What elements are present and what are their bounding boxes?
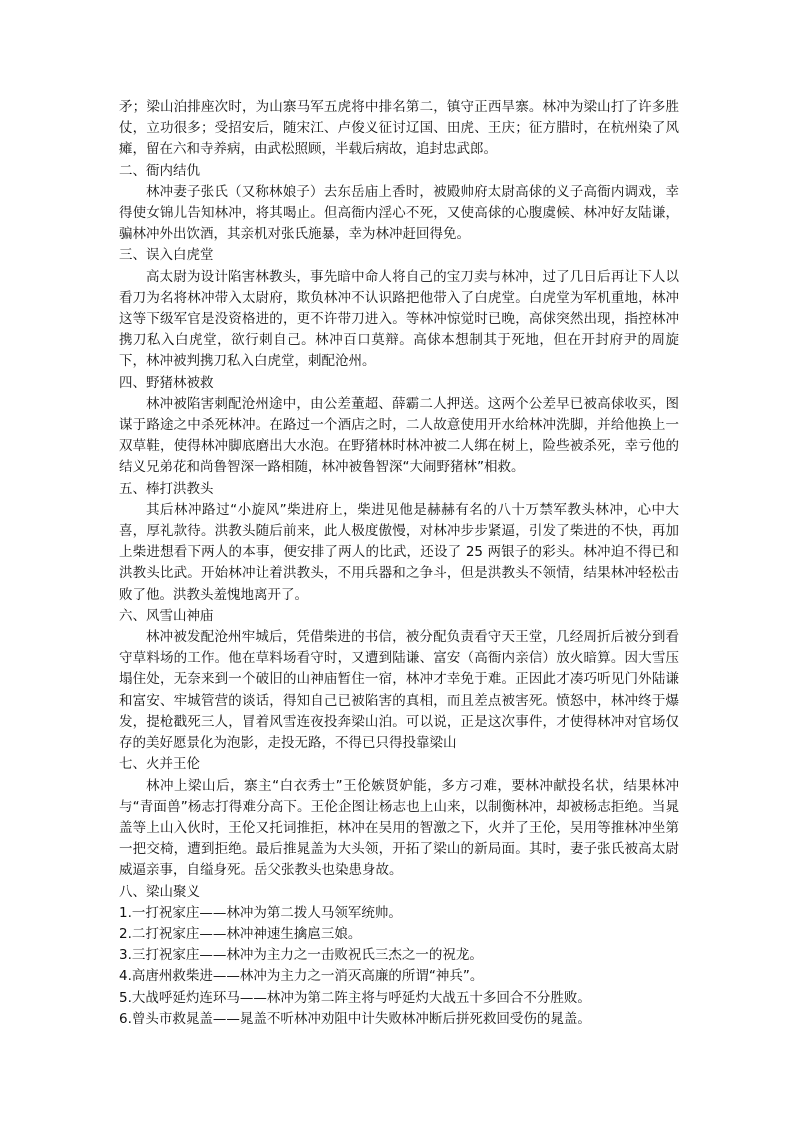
document-page: [119, 97, 679, 1030]
section-heading: 四、野猪林被救: [119, 374, 214, 391]
section-paragraph: 高太尉为设计陷害林教头，事先暗中命人将自己的宝刀卖与林冲，过了几日后再让下人以看刀为名将林冲带入太尉府，欺负林冲不认识路把他带入了白虎堂。白虎堂为军机重地，林冲这等下级军官是没资格进的，更不许带刀进入。等林冲惊觉时已晚，高俅突然出现，指控林冲携刀私入白虎堂，欲行刺自己。林冲百口莫辩。高俅本想制其于死地，但在开封府尹的周旋下，林冲被判携刀私入白虎堂，刺配沧州。: [119, 268, 679, 370]
section-heading: 五、棒打洪教头: [119, 480, 214, 497]
section-heading: 六、风雪山神庙: [119, 607, 214, 624]
section-paragraph: 林冲上梁山后，寨主“白衣秀士”王伦嫉贤妒能，多方刁难，要林冲献投名状，结果林冲与“青面兽”杨志打得难分高下。王伦企图让杨志也上山来，以制衡林冲，却被杨志拒绝。当晁盖等上山入伙时，王伦又托词推拒，林冲在吴用的智激之下，火并了王伦，吴用等推林冲坐第一把交椅，遭到拒绝。最后推晁盖为大头领，开拓了梁山的新局面。其时，妻子张氏被高太尉威逼亲事，自缢身死。岳父张教头也染患身故。: [119, 777, 679, 879]
section-huobing-wanglun: [119, 754, 679, 881]
section-yanei-jiechou: [119, 161, 679, 246]
section-heading: 七、火并王伦: [119, 756, 200, 773]
section-heading: 八、梁山聚义: [119, 883, 200, 900]
section-bangda-hongjiaotou: [119, 479, 679, 606]
list-item: 4.高唐州救柴进——林冲为主力之一消灭高廉的所谓“神兵”。: [119, 968, 484, 985]
section-paragraph: 林冲被陷害刺配沧州途中，由公差董超、薛霸二人押送。这两个公差早已被高俅收买，图谋于路途之中杀死林冲。在路过一个酒店之时，二人故意使用开水给林冲洗脚，并给他换上一双草鞋，使得林冲脚底磨出大水泡。在野猪林时林冲被二人绑在树上，险些被杀死，幸亏他的结义兄弟花和尚鲁智深一路相随，林冲被鲁智深“大闹野猪林”相救。: [119, 395, 679, 476]
list-item: 2.二打祝家庄——林冲神速生擒扈三娘。: [119, 925, 362, 942]
section-wuru-baihutang: [119, 245, 679, 372]
intro-paragraph: 矛；梁山泊排座次时，为山寨马军五虎将中排名第二，镇守正西旱寨。林冲为梁山打了许多胜仗，立功很多；受招安后，随宋江、卢俊义征讨辽国、田虎、王庆；征方腊时，在杭州染了风瘫，留在六和寺养病，由武松照顾，半载后病故，追封忠武郎。: [119, 99, 679, 158]
list-item: 1.一打祝家庄——林冲为第二拨人马领军统帅。: [119, 904, 402, 921]
section-yezhulin-beijiu: [119, 373, 679, 479]
section-paragraph: 林冲妻子张氏（又称林娘子）去东岳庙上香时，被殿帅府太尉高俅的义子高衙内调戏，幸得使女锦儿告知林冲，将其喝止。但高衙内淫心不死，又使高俅的心腹虞候、林冲好友陆谦，骗林冲外出饮酒，其亲机对张氏施暴，幸为林冲赶回得免。: [119, 183, 679, 243]
list-item: 3.三打祝家庄——林冲为主力之一击败祝氏三杰之一的祝龙。: [119, 947, 483, 964]
battle-list: [119, 903, 679, 1030]
section-heading: 三、误入白虎堂: [119, 247, 214, 264]
section-heading: 二、衙内结仇: [119, 162, 200, 179]
list-item: 5.大战呼延灼连环马——林冲为第二阵主将与呼延灼大战五十多回合不分胜败。: [119, 989, 591, 1006]
list-item: 6.曾头市救晁盖——晁盖不听林冲劝阻中计失败林冲断后拼死救回受伤的晁盖。: [119, 1010, 591, 1027]
section-paragraph: 林冲被发配沧州牢城后，凭借柴进的书信，被分配负责看守天王堂，几经周折后被分到看守草料场的工作。他在草料场看守时，又遭到陆谦、富安（高衙内亲信）放火暗算。因大雪压塌住处，无奈来到一个破旧的山神庙暂住一宿，林冲才幸免于难。正因此才凑巧听见门外陆谦和富安、牢城管营的谈话，得知自己已被陷害的真相，而且差点被害死。愤怒中，林冲终于爆发，提枪戳死三人，冒着风雪连夜投奔梁山泊。可以说，正是这次事件，才使得林冲对官场仅存的美好愿景化为泡影，走投无路，不得已只得投靠梁山: [119, 629, 679, 752]
section-paragraph: 其后林冲路过“小旋风”柴进府上，柴进见他是赫赫有名的八十万禁军教头林冲，心中大喜，厚礼款待。洪教头随后前来，此人极度傲慢，对林冲步步紧逼，引发了柴进的不快，再加上柴进想看下两人的本事，便安排了两人的比武，还设了 25 两银子的彩头。林冲迫不得已和洪教头比武。开始林冲让着洪教头，不用兵器和之争斗，但是洪教头不领情，结果林冲轻松击败了他。洪教头羞愧地离开了。: [119, 501, 679, 603]
section-liangshan-juyi: [119, 882, 679, 1030]
section-fengxue-shanshenmiao: [119, 606, 679, 754]
